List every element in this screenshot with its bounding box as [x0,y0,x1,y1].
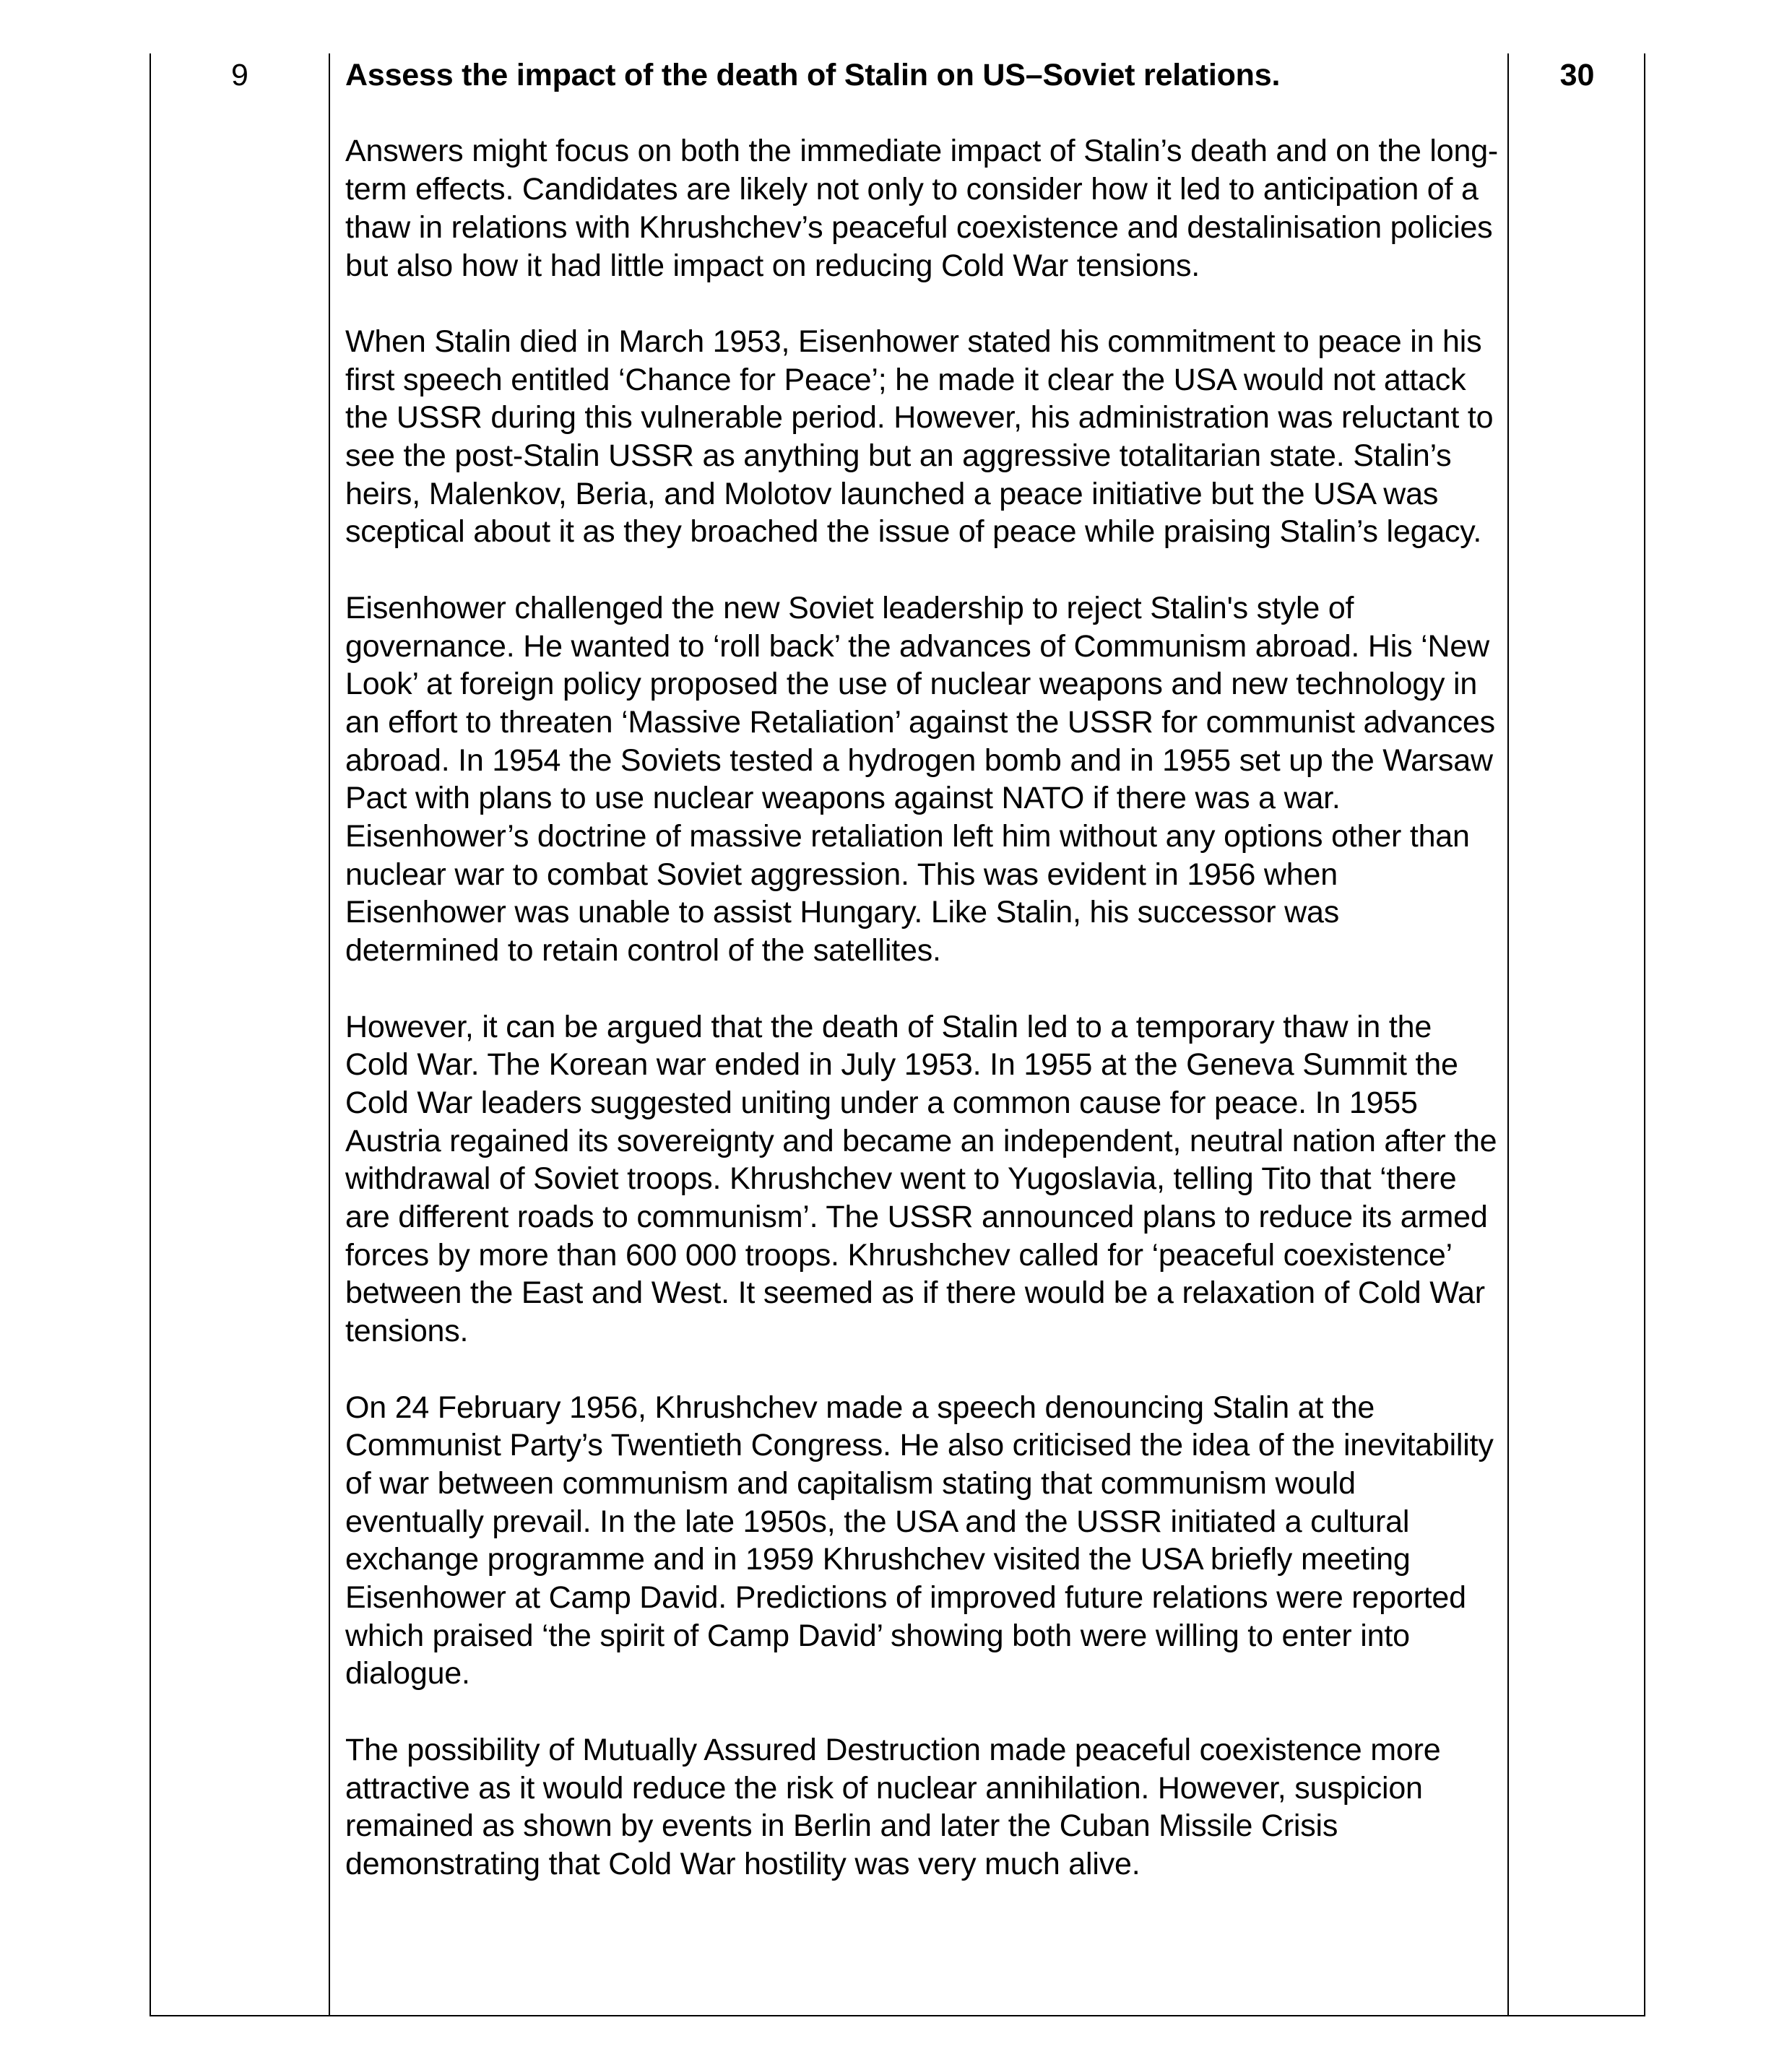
paragraph-stalin-death: When Stalin died in March 1953, Eisenhower stated his commitment to peace in his first speech entitled ‘Chance for Peace’; he made it clear the USA would not attack the USSR during this vulnerable period. However, his administration was reluctant to see the post-Stalin USSR as anything but an aggressive totalitarian state. Stalin’s heirs, Malenkov, Beria, and Molotov launched a peace initiative but the USA was sceptical about it as they broached the issue of peace while praising Stalin’s legacy. [345,324,1494,550]
table-left-border [150,53,151,2016]
question-number: 9 [231,58,248,92]
paragraph-eisenhower-new-look: Eisenhower challenged the new Soviet leadership to reject Stalin's style of governance. He wanted to ‘roll back’ the advances of Communism abroad. His ‘New Look’ at foreign policy proposed the use of nuclear weapons and new technology in an effort to threaten ‘Massive Retaliation’ against the USSR for communist advances abroad. In 1954 the Soviets tested a hydrogen bomb and in 1955 set up the Warsaw Pact with plans to use nuclear weapons against NATO if there was a war. Eisenhower’s doctrine of massive retaliation left him without any options other than nuclear war to combat Soviet aggression. This was evident in 1956 when Eisenhower was unable to assist Hungary. Like Stalin, his successor was determined to retain control of the satellites. [345,590,1495,968]
column-divider-marks [1507,53,1509,2016]
paragraph-temporary-thaw: However, it can be argued that the death of Stalin led to a temporary thaw in the Cold War. The Korean war ended in July 1953. In 1955 at the Geneva Summit the Cold War leaders suggested uniting under a common cause for peace. In 1955 Austria regained its sovereignty and became an independent, neutral nation after the withdrawal of Soviet troops. Khrushchev went to Yugoslavia, telling Tito that ‘there are different roads to communism’. The USSR announced plans to reduce its armed forces by more than 600 000 troops. Khrushchev called for ‘peaceful coexistence’ between the East and West. It seemed as if there would be a relaxation of Cold War tensions. [345,1009,1497,1349]
paragraph-intro: Answers might focus on both the immediate impact of Stalin’s death and on the long-term effects. Candidates are likely not only to consider how it led to anticipation of a thaw in relations with Khrushchev’s peaceful coexistence and destalinisation policies but also how it had little impact on reducing Cold War tensions. [345,134,1499,283]
marks-total: 30 [1559,58,1595,92]
paragraph-mutually-assured-destruction: The possibility of Mutually Assured Destruction made peaceful coexistence more attractive as it would reduce the risk of nuclear annihilation. However, suspicion remained as shown by events in Berlin and later the Cuban Missile Crisis demonstrating that Cold War hostility was very much alive. [345,1732,1441,1881]
table-bottom-border [150,2015,1645,2016]
answer-guidance [345,56,1501,1884]
question-title: Assess the impact of the death of Stalin on US–Soviet relations. [345,58,1281,92]
paragraph-destalinisation: On 24 February 1956, Khrushchev made a speech denouncing Stalin at the Communist Party’s Twentieth Congress. He also criticised the idea of the inevitability of war between communism and capitalism stating that communism would eventually prevail. In the late 1950s, the USA and the USSR initiated a cultural exchange programme and in 1959 Khrushchev visited the USA briefly meeting Eisenhower at Camp David. Predictions of improved future relations were reported which praised ‘the spirit of Camp David’ showing both were willing to enter into dialogue. [345,1390,1494,1691]
column-divider-question [329,53,330,2016]
table-right-border [1644,53,1645,2016]
